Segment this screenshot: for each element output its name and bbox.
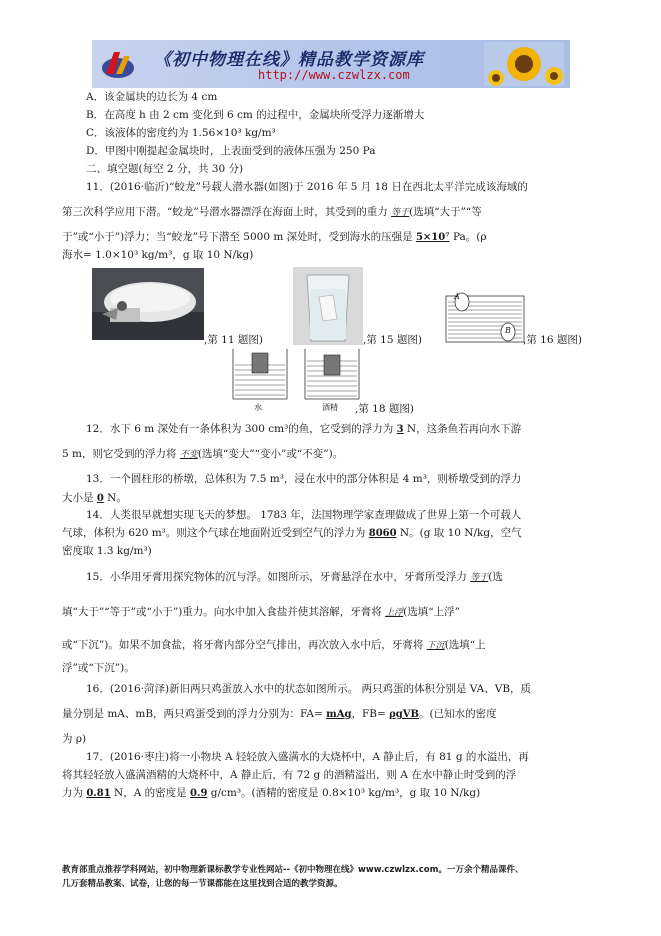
q16-line1: 16．(2016·菏泽)新旧两只鸡蛋放入水中的状态如图所示。 两只鸡蛋的体积分别是 VA、VB，质 <box>86 683 532 695</box>
banner-url[interactable]: http://www.czwlzx.com <box>258 68 410 82</box>
q17-line3: 力为 0.81 N，A 的密度是 0.9 g/cm³。(酒精的密度是 0.8×10³ kg/m³，g 取 10 N/kg) <box>62 787 481 799</box>
q15-answer1: 等于 <box>470 573 489 583</box>
logo-icon <box>100 46 136 82</box>
q17-line2: 将其轻轻放入盛满酒精的大烧杯中，A 静止后，有 72 g 的酒精溢出，则 A 在水中静止时受到的浮 <box>62 769 517 781</box>
q11-line2: 第三次科学应用下潜。“蛟龙”号潜水器漂浮在海面上时，其受到的重力 等于(选填“大于”“等 <box>62 206 482 218</box>
footer-note: 教育部重点推荐学科网站，初中物理新课标教学专业性网站--《初中物理在线》www.czwlzx.com。一万余个精品课件、 几万套精品教案、试卷，让您的每一节课都能在这里找到合适的教学资源。 <box>62 865 524 889</box>
section-title: 二、填空题(每空 2 分，共 30 分) <box>86 163 244 175</box>
q12-line1: 12．水下 6 m 深处有一条体积为 300 cm³的鱼，它受到的浮力为 3 N，这条鱼若再向水下游 <box>86 423 522 435</box>
option-c: C．该液体的密度约为 1.56×10³ kg/m³ <box>86 127 276 139</box>
q15-line3: 或“下沉”)。如果不加食盐，将牙膏内部分空气排出，再次放入水中后，牙膏将 下沉(选填“上 <box>62 639 486 651</box>
q14-line3: 密度取 1.3 kg/m³) <box>62 545 152 557</box>
q13-line2: 大小是 0 N。 <box>62 492 127 504</box>
q16-line2: 量分别是 mA、mB，两只鸡蛋受到的浮力分别为：FA= mAg，FB= ρgVB。(已知水的密度 <box>62 708 497 720</box>
option-d: D．甲图中刚提起金属块时，上表面受到的液体压强为 250 Pa <box>86 145 376 157</box>
q17-answer2: 0.9 <box>190 788 208 799</box>
q11-answer1: 等于 <box>391 208 410 218</box>
q11-line1: 11．(2016·临沂)“蛟龙”号载人潜水器(如图)于 2016 年 5 月 18 日在西北太平洋完成该海域的 <box>86 181 528 193</box>
q11-line4: 海水= 1.0×10³ kg/m³，g 取 10 N/kg) <box>62 249 254 261</box>
fig15-caption: ,第 15 题图) <box>363 334 422 346</box>
q15-answer3: 下沉 <box>426 641 445 651</box>
q11-answer2: 5×10⁷ <box>415 232 450 243</box>
q12-answer2: 不变 <box>179 450 198 460</box>
option-a: A．该金属块的边长为 4 cm <box>86 91 218 103</box>
water-label: 水 <box>254 403 262 412</box>
fig18-caption: ,第 18 题图) <box>355 403 414 415</box>
q16-line3: 为 ρ) <box>62 733 87 745</box>
egg-a-label: A <box>454 292 460 301</box>
q15-line1: 15．小华用牙膏用探究物体的沉与浮。如图所示，牙膏悬浮在水中，牙膏所受浮力 等于(选 <box>86 571 503 583</box>
q12-answer1: 3 <box>396 424 404 435</box>
alcohol-label: 酒精 <box>322 403 338 412</box>
q14-line2: 气球，体积为 620 m³。则这个气球在地面附近受到空气的浮力为 8060 N。(g 取 10 N/kg，空气 <box>62 527 522 539</box>
q16-answer1: mAg <box>326 709 352 720</box>
q16-answer2: ρgVB <box>389 709 419 720</box>
egg-b-label: B <box>505 326 511 335</box>
q14-answer1: 8060 <box>368 528 397 539</box>
q15-line4: 浮”或“下沉”)。 <box>62 662 135 674</box>
q14-line1: 14．人类很早就想实现飞天的梦想。 1783 年，法国物理学家查理做成了世界上第一个可载人 <box>86 509 522 521</box>
fig16-caption: ,第 16 题图) <box>523 334 582 346</box>
q13-line1: 13．一个圆柱形的桥墩，总体积为 7.5 m³，浸在水中的部分体积是 4 m³，则桥墩受到的浮力 <box>86 473 522 485</box>
fig18-alcohol-beaker <box>303 347 361 401</box>
q12-line2: 5 m，则它受到的浮力将 不变(选填“变大”“变小”或“不变”)。 <box>62 448 344 460</box>
q13-answer1: 0 <box>96 493 104 504</box>
fig18-water-beaker <box>231 347 289 401</box>
q11-line3: 于”或“小于”)浮力；当“蛟龙”号下潜至 5000 m 深处时，受到海水的压强是 5×10⁷ Pa。(ρ <box>62 231 487 243</box>
fig11-caption: ,第 11 题图) <box>204 334 263 346</box>
option-b: B．在高度 h 由 2 cm 变化到 6 cm 的过程中，金属块所受浮力逐渐增大 <box>86 109 425 121</box>
q17-line1: 17．(2016·枣庄)将一小物块 A 轻轻放入盛满水的大烧杯中，A 静止后，有 81 g 的水溢出，再 <box>86 751 529 763</box>
q17-answer1: 0.81 <box>86 788 111 799</box>
banner-title: 《初中物理在线》精品教学资源库 <box>154 50 424 70</box>
header-banner <box>92 40 570 88</box>
q15-answer2: 上浮 <box>385 608 404 618</box>
q15-line2: 填“大于”“等于”或“小于”)重力。向水中加入食盐并使其溶解，牙膏将 上浮(选填“上浮” <box>62 606 460 618</box>
sunflower-icon <box>484 42 564 86</box>
fig15-toothpaste-photo <box>293 267 363 345</box>
fig11-submersible-photo <box>92 268 204 340</box>
